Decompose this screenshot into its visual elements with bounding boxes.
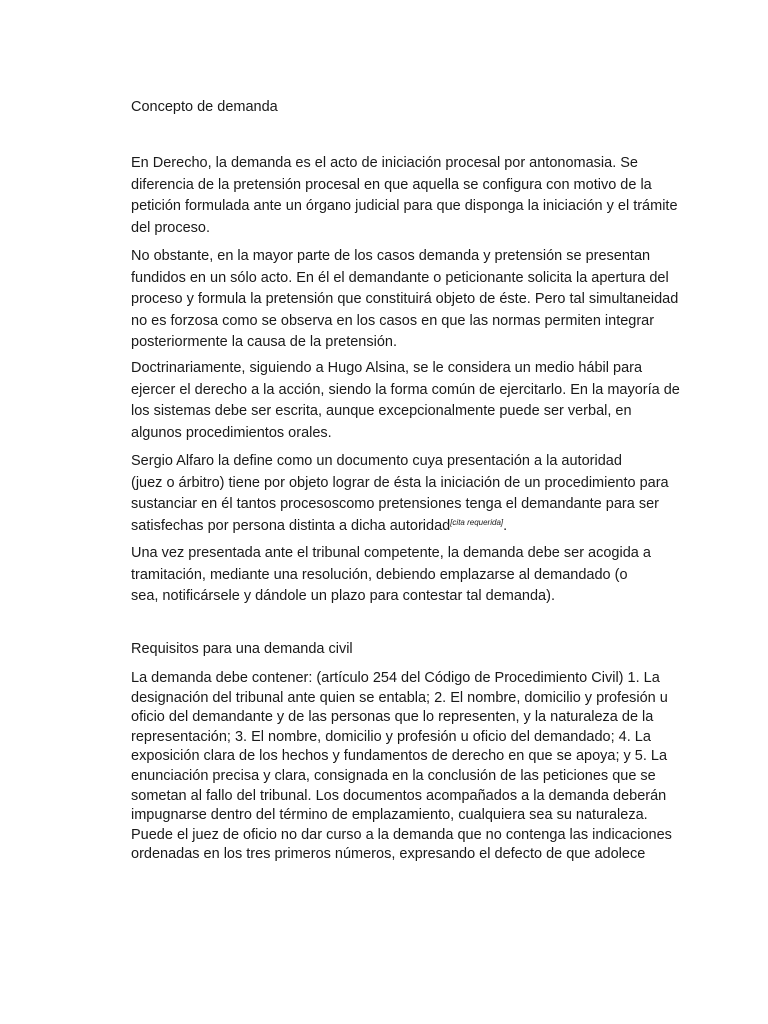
- paragraph-line: los sistemas debe ser escrita, aunque excepcionalmente puede ser verbal, en: [131, 403, 632, 420]
- paragraph-line: designación del tribunal ante quien se entabla; 2. El nombre, domicilio y profesión u: [131, 689, 668, 706]
- paragraph-line: proceso y formula la pretensión que constituirá objeto de éste. Pero tal simultaneidad: [131, 291, 679, 308]
- paragraph-5: [131, 543, 676, 608]
- paragraph-line: algunos procedimientos orales.: [131, 424, 332, 441]
- paragraph-line: no es forzosa como se observa en los casos en que las normas permiten integrar: [131, 312, 655, 329]
- paragraph-line-end: .: [503, 517, 508, 534]
- paragraph-line: Doctrinariamente, siguiendo a Hugo Alsina, se le considera un medio hábil para: [131, 360, 643, 376]
- paragraph-line: diferencia de la pretensión procesal en que aquella se configura con motivo de la: [131, 176, 652, 193]
- paragraph-line: ordenadas en los tres primeros números, expresando el defecto de que adolece: [131, 846, 646, 863]
- paragraph-line: ejercer el derecho a la acción, siendo la forma común de ejercitarlo. En la mayoría de: [131, 381, 680, 398]
- paragraph-line: (juez o árbitro) tiene por objeto lograr de ésta la iniciación de un procedimiento para: [131, 474, 669, 491]
- paragraph-3: [131, 358, 680, 444]
- paragraph-2: [131, 246, 679, 354]
- paragraph-line: enunciación precisa y clara, consignada en la conclusión de las peticiones que se: [131, 767, 656, 784]
- paragraph-line: La demanda debe contener: (artículo 254 del Código de Procedimiento Civil) 1. La: [131, 670, 660, 686]
- paragraph-line: del proceso.: [131, 219, 210, 236]
- paragraph-line: tramitación, mediante una resolución, debiendo emplazarse al demandado (o: [131, 566, 628, 583]
- paragraph-4: [131, 451, 676, 537]
- paragraph-1: [131, 153, 676, 239]
- section-title-concepto: Concepto de demanda: [131, 99, 278, 115]
- citation-needed-note[interactable]: [cita requerida]: [450, 517, 504, 527]
- paragraph-line: Una vez presentada ante el tribunal competente, la demanda debe ser acogida a: [131, 545, 651, 561]
- paragraph-line: exposición clara de los hechos y fundamentos de derecho en que se apoya; y 5. La: [131, 748, 668, 765]
- paragraph-line-text: satisfechas por persona distinta a dicha autoridad: [131, 517, 451, 534]
- paragraph-line: sustanciar en él tantos procesoscomo pretensiones tenga el demandante para ser: [131, 496, 659, 513]
- paragraph-requisitos: [131, 669, 676, 865]
- paragraph-line: Sergio Alfaro la define como un documento cuya presentación a la autoridad: [131, 453, 622, 469]
- paragraph-line: petición formulada ante un órgano judicial para que disponga la iniciación y el trámite: [131, 198, 678, 215]
- paragraph-line: sea, notificársele y dándole un plazo para contestar tal demanda).: [131, 588, 555, 605]
- paragraph-line: En Derecho, la demanda es el acto de iniciación procesal por antonomasia. Se: [131, 155, 638, 171]
- paragraph-line: fundidos en un sólo acto. En él el demandante o peticionante solicita la apertura del: [131, 269, 669, 286]
- paragraph-line: impugnarse dentro del término de emplazamiento, cualquiera sea su naturaleza.: [131, 807, 648, 824]
- paragraph-line: Puede el juez de oficio no dar curso a la demanda que no contenga las indicaciones: [131, 826, 672, 843]
- paragraph-line: sometan al fallo del tribunal. Los documentos acompañados a la demanda deberán: [131, 787, 667, 804]
- paragraph-line: No obstante, en la mayor parte de los casos demanda y pretensión se presentan: [131, 248, 651, 264]
- paragraph-line: posteriormente la causa de la pretensión.: [131, 334, 397, 351]
- paragraph-line: representación; 3. El nombre, domicilio y profesión u oficio del demandado; 4. La: [131, 728, 651, 745]
- paragraph-line: oficio del demandante y de las personas que lo representen, y la naturaleza de la: [131, 709, 654, 726]
- section-title-requisitos: Requisitos para una demanda civil: [131, 641, 353, 657]
- paragraph-last-line: [131, 516, 676, 538]
